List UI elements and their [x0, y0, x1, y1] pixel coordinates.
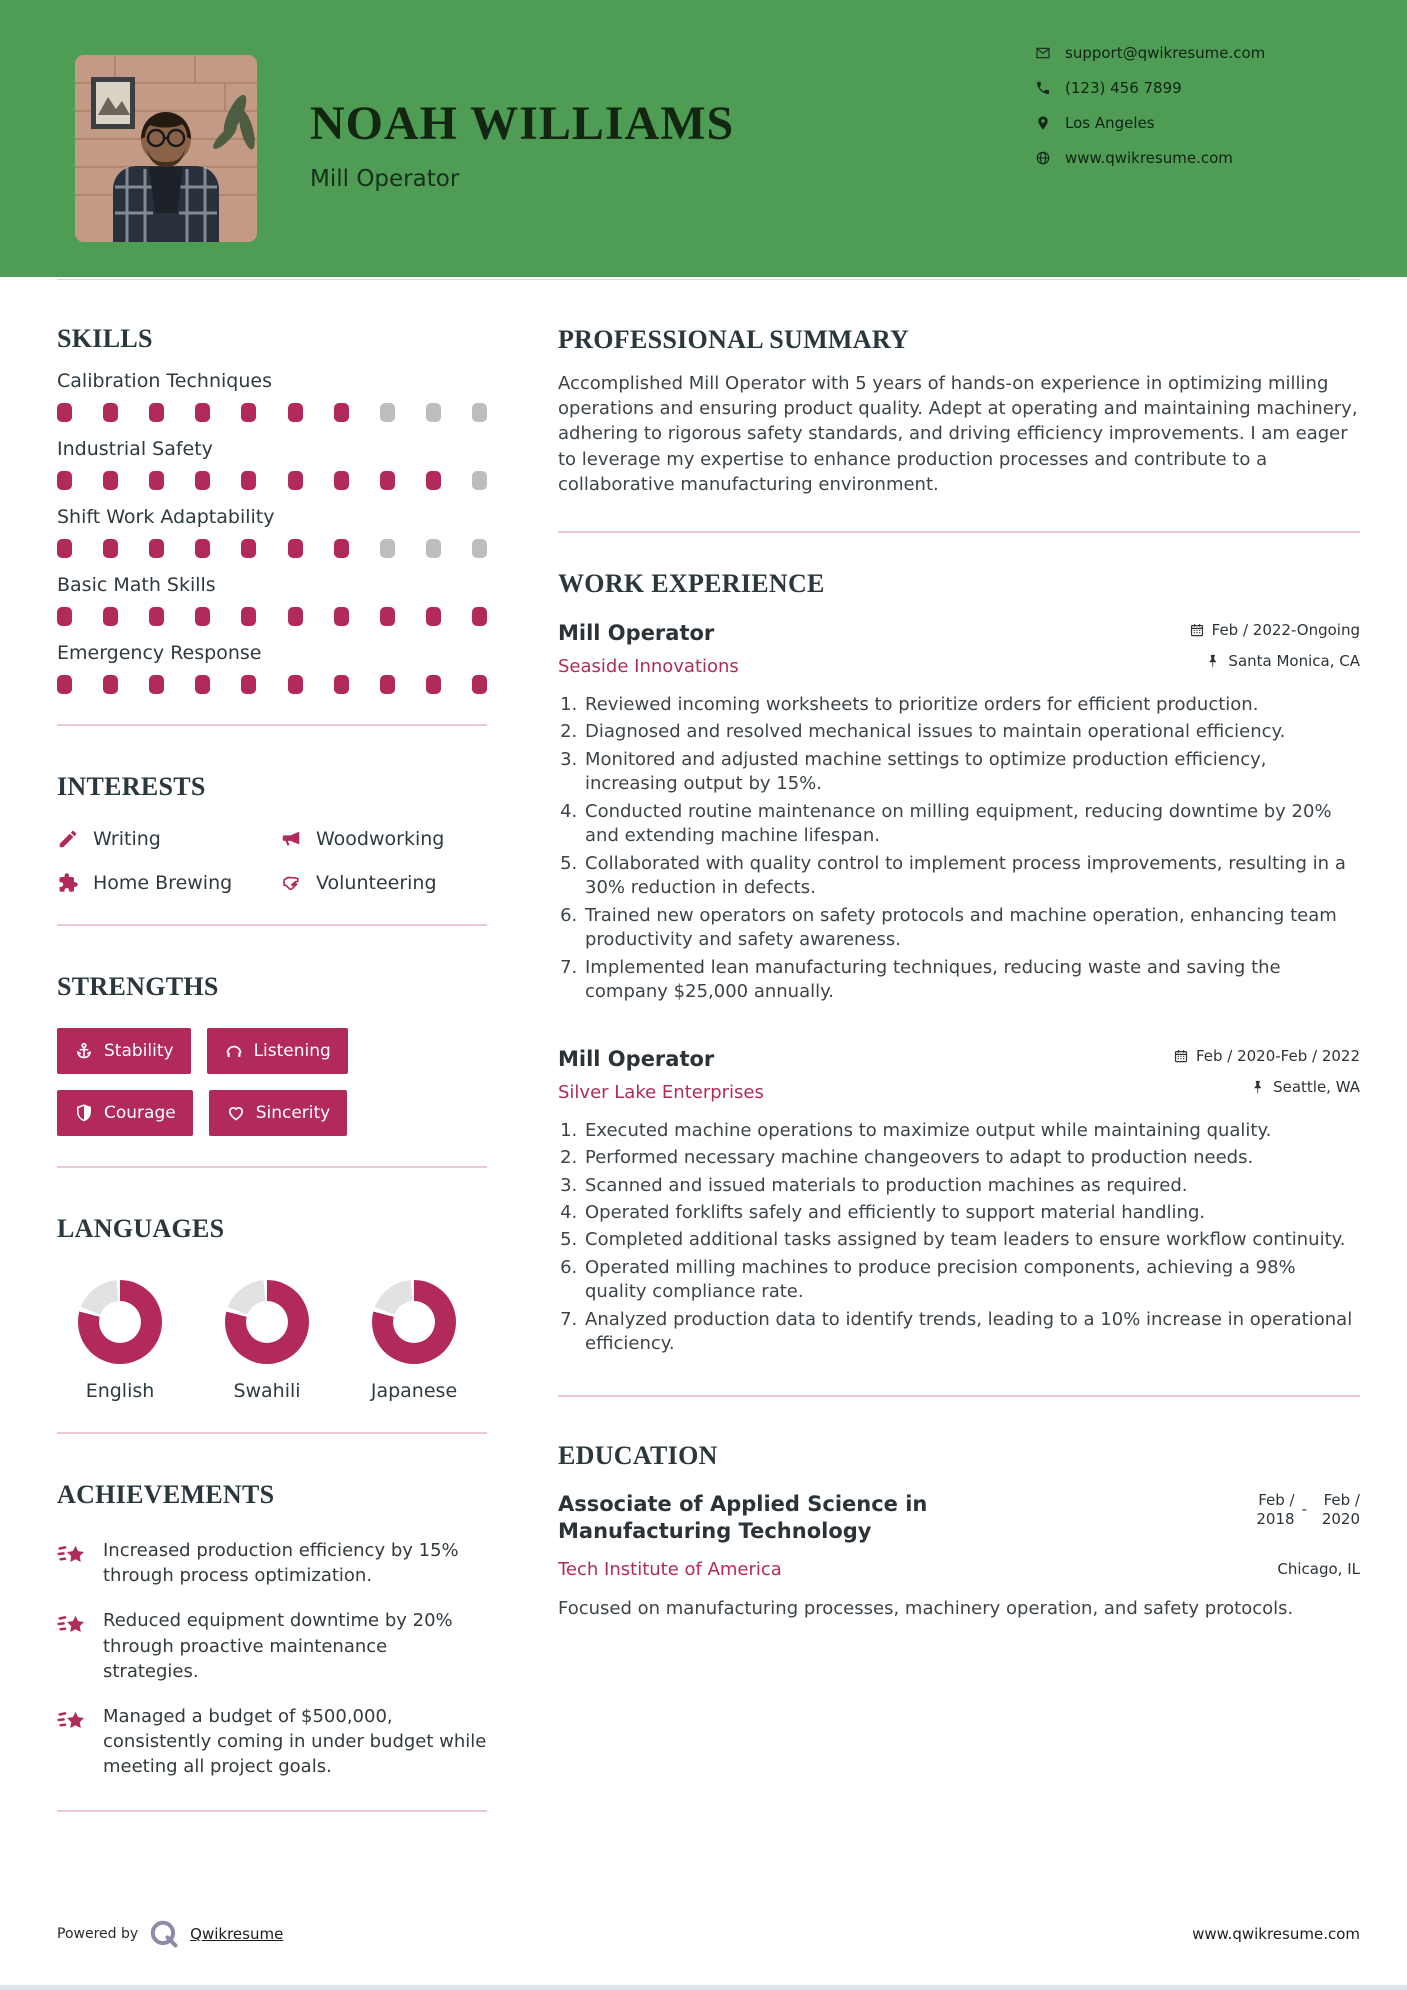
skill-dot — [426, 675, 441, 694]
job-meta — [1189, 621, 1360, 670]
skill-dot — [288, 403, 303, 422]
contact-text: www.qwikresume.com — [1065, 149, 1233, 167]
bullet-item: 1. Executed machine operations to maximize output while maintaining quality. — [583, 1119, 1360, 1143]
education-date-end: Feb / 2020 — [1321, 1490, 1360, 1528]
header — [0, 0, 1407, 277]
language-donut — [225, 1280, 309, 1364]
education-location-text: Chicago, IL — [1277, 1560, 1360, 1579]
achievements-heading: ACHIEVEMENTS — [57, 1480, 275, 1509]
job-company: Seaside Innovations — [558, 655, 739, 677]
language-item — [57, 1280, 183, 1402]
languages-heading: LANGUAGES — [57, 1214, 225, 1243]
education-school: Tech Institute of America — [558, 1558, 782, 1580]
megaphone-icon — [280, 828, 302, 850]
pushpin-icon — [1205, 653, 1221, 669]
achievement-text: Managed a budget of $500,000, consistently coming in under budget while meeting all project goals. — [103, 1705, 487, 1778]
skill-dot — [57, 675, 72, 694]
puzzle-icon — [57, 872, 79, 894]
skill-rating — [57, 403, 487, 422]
shooting-star-icon — [57, 1540, 87, 1570]
skill-dot — [57, 403, 72, 422]
skill-dot — [472, 607, 487, 626]
language-item — [204, 1280, 330, 1402]
contact-row — [1035, 149, 1265, 167]
skill-dot — [334, 675, 349, 694]
person-title: Mill Operator — [310, 166, 460, 192]
strengths-heading: STRENGTHS — [57, 972, 219, 1001]
strength-label: Sincerity — [255, 1103, 331, 1123]
skill-dot — [241, 403, 256, 422]
shield-icon — [74, 1103, 94, 1123]
job-location-text: Seattle, WA — [1273, 1077, 1360, 1096]
job-entry — [558, 1047, 1360, 1357]
header-divider — [57, 279, 1360, 280]
bullet-item: 5. Collaborated with quality control to implement process improvements, resulting in a 30% reduction in defects. — [583, 852, 1360, 901]
strength-label: Courage — [104, 1103, 176, 1123]
profile-photo — [75, 55, 257, 242]
bullet-item: 1. Reviewed incoming worksheets to prioritize orders for efficient production. — [583, 693, 1360, 717]
skill-dot — [334, 471, 349, 490]
calendar-icon — [1226, 1494, 1242, 1510]
section-divider — [558, 531, 1360, 533]
skill-dot — [149, 403, 164, 422]
footer — [57, 1918, 1360, 1950]
job-title-group — [558, 621, 739, 677]
name-block — [310, 97, 735, 192]
job-header — [558, 1047, 1360, 1103]
skill-rating — [57, 675, 487, 694]
language-donut — [78, 1280, 162, 1364]
skill-dot — [380, 675, 395, 694]
bullet-item: 6. Operated milling machines to produce precision components, achieving a 98% quality compliance rate. — [583, 1256, 1360, 1305]
skill-dot — [426, 539, 441, 558]
skill-dot — [334, 607, 349, 626]
calendar-icon — [1189, 622, 1205, 638]
skill-dot — [241, 471, 256, 490]
right-column — [558, 277, 1360, 1858]
achievement-text: Reduced equipment downtime by 20% through proactive maintenance strategies. — [103, 1610, 453, 1682]
strength-label: Listening — [253, 1041, 331, 1061]
skill-item — [57, 642, 487, 694]
education-row — [558, 1559, 1360, 1580]
interests-heading: INTERESTS — [57, 772, 206, 801]
section-divider — [57, 1166, 487, 1168]
email-icon — [1035, 45, 1051, 61]
skill-dot — [380, 471, 395, 490]
education-location — [1254, 1560, 1360, 1578]
skill-dot — [472, 471, 487, 490]
skill-dot — [334, 539, 349, 558]
skill-rating — [57, 607, 487, 626]
qwikresume-logo-icon — [148, 1918, 180, 1950]
bullet-item: 3. Monitored and adjusted machine settings to optimize production efficiency, increasing output by 15%. — [583, 748, 1360, 797]
contact-row — [1035, 44, 1265, 62]
skill-dot — [426, 471, 441, 490]
skill-dot — [57, 607, 72, 626]
skill-dot — [103, 403, 118, 422]
jobs-list — [558, 621, 1360, 1357]
skill-dot — [103, 607, 118, 626]
skill-rating — [57, 471, 487, 490]
shooting-star-icon — [57, 1706, 87, 1736]
anchor-icon — [74, 1041, 94, 1061]
skill-dot — [472, 675, 487, 694]
skill-dot — [149, 471, 164, 490]
section-divider — [57, 1432, 487, 1434]
powered-by-label: Powered by — [57, 1926, 139, 1942]
interest-label: Writing — [93, 828, 161, 850]
bullet-item: 4. Operated forklifts safely and efficiently to support material handling. — [583, 1201, 1360, 1225]
education-description: Focused on manufacturing processes, machinery operation, and safety protocols. — [558, 1597, 1294, 1619]
skill-dot — [241, 607, 256, 626]
skill-dot — [288, 471, 303, 490]
bullet-item: 5. Completed additional tasks assigned by team leaders to ensure workflow continuity. — [583, 1228, 1360, 1252]
contact-row — [1035, 79, 1265, 97]
contact-text: support@qwikresume.com — [1065, 44, 1266, 62]
bullet-item: 2. Performed necessary machine changeovers to adapt to production needs. — [583, 1146, 1360, 1170]
job-bullets — [558, 1119, 1360, 1357]
skill-item — [57, 370, 487, 422]
summary-heading: PROFESSIONAL SUMMARY — [558, 325, 910, 354]
language-label: Japanese — [370, 1380, 458, 1402]
contact-text: (123) 456 7899 — [1065, 79, 1182, 97]
interest-label: Volunteering — [316, 872, 437, 894]
phone-icon — [1035, 80, 1051, 96]
job-date — [1189, 621, 1360, 639]
education-degree: Associate of Applied Science in Manufacturing Technology — [558, 1491, 928, 1543]
job-date-text: Feb / 2020-Feb / 2022 — [1195, 1046, 1360, 1065]
footer-website: www.qwikresume.com — [1192, 1925, 1360, 1943]
skill-dot — [57, 539, 72, 558]
section-divider — [57, 724, 487, 726]
pushpin-icon — [1254, 1561, 1270, 1577]
skills-list — [57, 370, 487, 694]
skill-dot — [103, 471, 118, 490]
contact-block — [1035, 44, 1265, 167]
heart-icon — [226, 1103, 246, 1123]
language-donut — [372, 1280, 456, 1364]
interest-item — [57, 828, 280, 850]
strength-badge — [57, 1090, 193, 1136]
skill-dot — [472, 539, 487, 558]
education-heading: EDUCATION — [558, 1440, 718, 1470]
pushpin-icon — [1250, 1079, 1266, 1095]
skill-dot — [195, 471, 210, 490]
strengths-list — [57, 1028, 417, 1136]
work-heading: WORK EXPERIENCE — [558, 568, 825, 598]
section-divider — [558, 1395, 1360, 1397]
skill-dot — [241, 539, 256, 558]
skill-dot — [334, 403, 349, 422]
strength-label: Stability — [104, 1041, 174, 1061]
bullet-item: 2. Diagnosed and resolved mechanical issues to maintain operational efficiency. — [583, 720, 1360, 744]
interest-label: Home Brewing — [93, 872, 233, 894]
languages-list — [57, 1280, 477, 1402]
interest-label: Woodworking — [316, 828, 445, 850]
achievement-item — [57, 1608, 487, 1684]
skill-label: Shift Work Adaptability — [57, 506, 275, 528]
job-date — [1173, 1047, 1360, 1065]
main-content — [0, 277, 1407, 1858]
job-meta — [1173, 1047, 1360, 1096]
skill-dot — [288, 607, 303, 626]
job-location-text: Santa Monica, CA — [1228, 651, 1360, 670]
skill-rating — [57, 539, 487, 558]
skills-heading: SKILLS — [57, 324, 153, 353]
skill-dot — [241, 675, 256, 694]
skill-label: Calibration Techniques — [57, 370, 272, 392]
job-location — [1173, 1078, 1360, 1096]
person-name: NOAH WILLIAMS — [310, 97, 735, 150]
interest-item — [57, 872, 280, 894]
bullet-item: 4. Conducted routine maintenance on milling equipment, reducing downtime by 20% and extending machine lifespan. — [583, 800, 1360, 849]
skill-dot — [472, 403, 487, 422]
headphones-icon — [224, 1041, 244, 1061]
contact-text: Los Angeles — [1065, 114, 1155, 132]
skill-dot — [426, 607, 441, 626]
section-divider — [57, 1810, 487, 1812]
job-header — [558, 621, 1360, 677]
contact-row — [1035, 114, 1265, 132]
pencil-icon — [57, 828, 79, 850]
bullet-item: 7. Analyzed production data to identify trends, leading to a 10% increase in operational efficiency. — [583, 1308, 1360, 1357]
skill-item — [57, 438, 487, 490]
bullet-item: 6. Trained new operators on safety protocols and machine operation, enhancing team productivity and safety awareness. — [583, 904, 1360, 953]
section-divider — [57, 924, 487, 926]
handshake-icon — [280, 872, 302, 894]
skill-dot — [380, 607, 395, 626]
job-title: Mill Operator — [558, 620, 715, 645]
bullet-item: 3. Scanned and issued materials to production machines as required. — [583, 1174, 1360, 1198]
globe-icon — [1035, 150, 1051, 166]
skill-label: Emergency Response — [57, 642, 262, 664]
education-header — [558, 1491, 1360, 1545]
skill-dot — [149, 675, 164, 694]
location-icon — [1035, 115, 1051, 131]
skill-dot — [195, 607, 210, 626]
skill-dot — [195, 539, 210, 558]
achievements-list — [57, 1538, 487, 1780]
job-title-group — [558, 1047, 764, 1103]
interest-item — [280, 828, 487, 850]
footer-brand-group — [57, 1918, 283, 1950]
job-date-text: Feb / 2022-Ongoing — [1211, 620, 1360, 639]
strength-badge — [207, 1028, 348, 1074]
skill-dot — [288, 539, 303, 558]
education-date-dash: - — [1301, 1499, 1307, 1518]
profile-photo-illustration — [75, 55, 257, 242]
skill-dot — [195, 403, 210, 422]
education-date — [1226, 1491, 1360, 1529]
language-label: Swahili — [233, 1380, 301, 1402]
skill-dot — [380, 403, 395, 422]
skill-item — [57, 506, 487, 558]
education-date-start: Feb / 2018 — [1256, 1490, 1295, 1528]
education-meta — [1226, 1491, 1360, 1529]
skill-dot — [426, 403, 441, 422]
skill-dot — [57, 471, 72, 490]
strength-badge — [57, 1028, 191, 1074]
interest-item — [280, 872, 487, 894]
skill-dot — [103, 675, 118, 694]
skill-label: Basic Math Skills — [57, 574, 216, 596]
bullet-item: 7. Implemented lean manufacturing techniques, reducing waste and saving the company $25,000 annually. — [583, 956, 1360, 1005]
skill-dot — [380, 539, 395, 558]
strength-badge — [209, 1090, 348, 1136]
summary-text: Accomplished Mill Operator with 5 years of hands-on experience in optimizing milling operations and ensuring product quality. Adept at operating and maintaining machinery, adhering to rigorous safety standards, and driving efficiency improvements. I am eager to leverage my expertise to enhance production processes and contribute to a collaborative manufacturing environment. — [558, 373, 1358, 495]
skill-label: Industrial Safety — [57, 438, 213, 460]
interests-list — [57, 828, 487, 894]
skill-dot — [149, 539, 164, 558]
page-bottom-strip — [0, 1985, 1407, 1990]
job-location — [1189, 652, 1360, 670]
job-company: Silver Lake Enterprises — [558, 1081, 764, 1103]
calendar-icon — [1173, 1048, 1189, 1064]
skill-item — [57, 574, 487, 626]
job-bullets — [558, 693, 1360, 1005]
skill-dot — [288, 675, 303, 694]
achievement-item — [57, 1704, 487, 1780]
achievement-text: Increased production efficiency by 15% through process optimization. — [103, 1540, 459, 1587]
skill-dot — [149, 607, 164, 626]
job-entry — [558, 621, 1360, 1005]
language-label: English — [85, 1380, 155, 1402]
qwikresume-link[interactable]: Qwikresume — [190, 1925, 284, 1943]
language-item — [351, 1280, 477, 1402]
left-column — [57, 277, 487, 1858]
job-title: Mill Operator — [558, 1046, 715, 1071]
skill-dot — [103, 539, 118, 558]
achievement-item — [57, 1538, 487, 1588]
skill-dot — [195, 675, 210, 694]
shooting-star-icon — [57, 1610, 87, 1640]
